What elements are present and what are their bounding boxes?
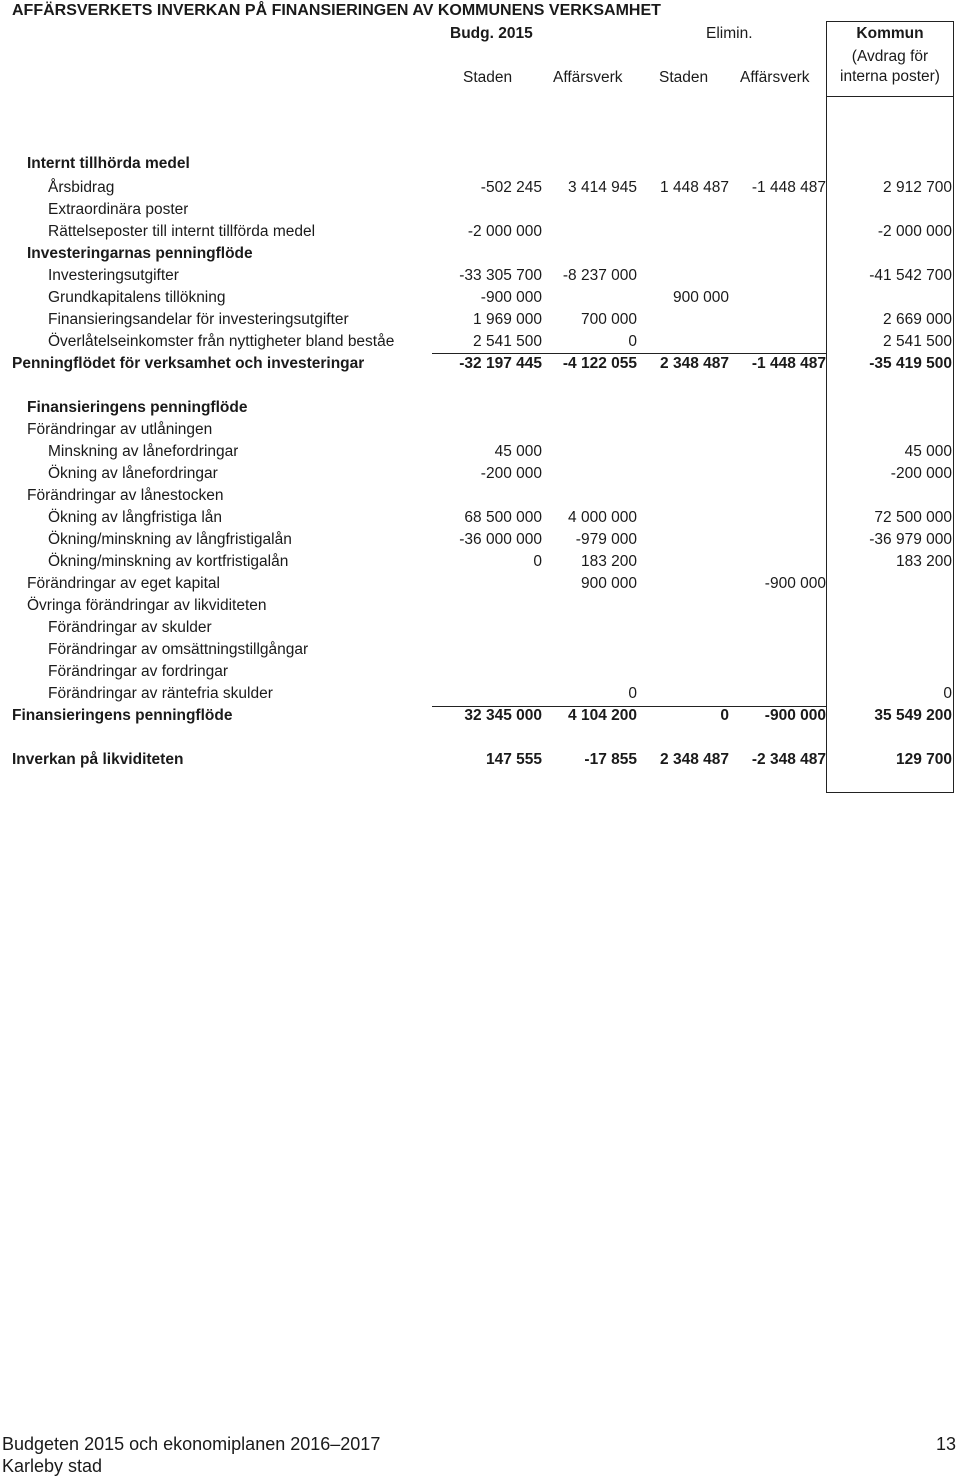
cell-staden-budg: -36 000 000 [459,531,542,548]
row-label: Förändringar av skulder [48,619,212,636]
row-label: Extraordinära poster [48,201,189,218]
table-row [0,617,960,639]
document-title: AFFÄRSVERKETS INVERKAN PÅ FINANSIERINGEN AV KOMMUNENS VERKSAMHET [12,2,661,19]
cell-staden-budg: 1 969 000 [473,311,542,328]
row-label: Investeringarnas penningflöde [27,245,253,262]
cell-affarsverk-budg: 4 104 200 [568,707,637,724]
row-label: Inverkan på likviditeten [12,751,184,768]
cell-affarsverk-budg: 900 000 [580,575,637,592]
table-row [0,331,960,353]
cell-staden-elim: 2 348 487 [660,355,729,372]
row-label: Förändringar av omsättningstillgångar [48,641,309,658]
table-row [0,441,960,463]
footer-document-name: Budgeten 2015 och ekonomiplanen 2016–2017 [2,1434,381,1454]
row-label: Förändringar av räntefria skulder [48,685,273,702]
cell-staden-budg: 68 500 000 [464,509,542,526]
cell-affarsverk-elim: -1 448 487 [751,179,826,196]
kommun-header-divider [826,96,954,97]
row-label: Finansieringsandelar för investeringsutgifter [48,311,349,328]
cell-affarsverk-budg: 700 000 [580,311,637,328]
cell-kommun: 35 549 200 [874,707,952,724]
cell-affarsverk-budg: 0 [628,685,637,702]
row-label: Finansieringens penningflöde [12,707,233,724]
cell-staden-budg: -2 000 000 [467,223,542,240]
cell-kommun: 72 500 000 [874,509,952,526]
cell-staden-budg: -32 197 445 [459,355,542,372]
header-budg-2015: Budg. 2015 [450,25,533,42]
cell-affarsverk-elim: -900 000 [764,707,826,724]
header-kommun: Kommun [856,25,924,42]
cell-affarsverk-budg: -17 855 [584,751,637,768]
row-label: Överlåtelseinkomster från nyttigheter bland beståe [48,333,395,350]
cell-staden-elim: 1 448 487 [660,179,729,196]
cell-affarsverk-budg: 3 414 945 [568,179,637,196]
row-label: Investeringsutgifter [48,267,179,284]
cell-kommun: -2 000 000 [877,223,952,240]
cell-staden-budg: -900 000 [480,289,542,306]
cell-affarsverk-budg: -979 000 [575,531,637,548]
header-elimin: Elimin. [706,25,753,42]
row-label: Förändringar av lånestocken [27,487,224,504]
header-col-staden-budg: Staden [463,69,513,86]
cell-affarsverk-budg: -8 237 000 [562,267,637,284]
table-row [0,419,960,441]
row-label: Ökning/minskning av kortfristigalån [48,553,289,570]
cell-staden-budg: -502 245 [480,179,542,196]
table-row [0,287,960,309]
row-label: Årsbidrag [48,179,115,196]
table-row [0,705,960,727]
table-row [0,551,960,573]
row-label: Internt tillhörda medel [27,155,190,172]
header-kommun-sub1: (Avdrag för [851,48,929,65]
table-row [0,221,960,243]
row-label: Ökning av lånefordringar [48,465,218,482]
cell-affarsverk-budg: 183 200 [580,553,637,570]
cell-staden-budg: 2 541 500 [473,333,542,350]
row-label: Penningflödet för verksamhet och investeringar [12,355,365,372]
cell-kommun: -41 542 700 [869,267,952,284]
cell-staden-budg: 147 555 [485,751,542,768]
cell-staden-elim: 0 [720,707,729,724]
header-kommun-sub2: interna poster) [840,68,940,85]
table-row [0,463,960,485]
table-row [0,683,960,705]
table-row [0,595,960,617]
row-label: Ökning/minskning av långfristigalån [48,531,292,548]
header-col-staden-elim: Staden [659,69,709,86]
table-row [0,639,960,661]
table-row [0,749,960,771]
row-label: Minskning av lånefordringar [48,443,239,460]
cell-affarsverk-budg: -4 122 055 [562,355,637,372]
cell-kommun: -36 979 000 [869,531,952,548]
table-row [0,309,960,331]
cell-kommun: 2 912 700 [883,179,952,196]
header-col-affarsverk-elim: Affärsverk [740,69,810,86]
cell-kommun: 0 [943,685,952,702]
table-row [0,199,960,221]
header-col-affarsverk-budg: Affärsverk [553,69,623,86]
cell-kommun: 129 700 [895,751,952,768]
cell-kommun: 183 200 [895,553,952,570]
table-row [0,529,960,551]
cell-staden-elim: 900 000 [672,289,729,306]
table-row [0,507,960,529]
table-row [0,397,960,419]
row-label: Grundkapitalens tillökning [48,289,226,306]
cell-kommun: 45 000 [904,443,952,460]
table-row [0,485,960,507]
table-row [0,661,960,683]
subtotal-underline-1 [432,353,826,354]
table-row [0,353,960,375]
cell-staden-budg: 0 [533,553,542,570]
cell-kommun: 2 669 000 [883,311,952,328]
row-label: Övringa förändringar av likviditeten [27,597,267,614]
cell-affarsverk-elim: -900 000 [764,575,826,592]
row-label: Finansieringens penningflöde [27,399,248,416]
cell-kommun: -200 000 [890,465,952,482]
table-row [0,153,960,175]
row-label: Förändringar av eget kapital [27,575,221,592]
cell-affarsverk-elim: -1 448 487 [751,355,826,372]
page-number: 13 [935,1434,956,1454]
table-row [0,243,960,265]
cell-affarsverk-elim: -2 348 487 [751,751,826,768]
footer-organization: Karleby stad [2,1456,103,1476]
cell-staden-budg: 32 345 000 [464,707,542,724]
cell-staden-budg: 45 000 [494,443,542,460]
table-row [0,177,960,199]
cell-affarsverk-budg: 0 [628,333,637,350]
cell-staden-elim: 2 348 487 [660,751,729,768]
table-row [0,265,960,287]
row-label: Förändringar av utlåningen [27,421,213,438]
row-label: Ökning av långfristiga lån [48,509,223,526]
cell-staden-budg: -33 305 700 [459,267,542,284]
cell-staden-budg: -200 000 [480,465,542,482]
cell-kommun: 2 541 500 [883,333,952,350]
row-label: Rättelseposter till internt tillförda medel [48,223,316,240]
cell-affarsverk-budg: 4 000 000 [568,509,637,526]
row-label: Förändringar av fordringar [48,663,229,680]
cell-kommun: -35 419 500 [869,355,952,372]
table-row [0,573,960,595]
subtotal-underline-2 [432,706,826,707]
